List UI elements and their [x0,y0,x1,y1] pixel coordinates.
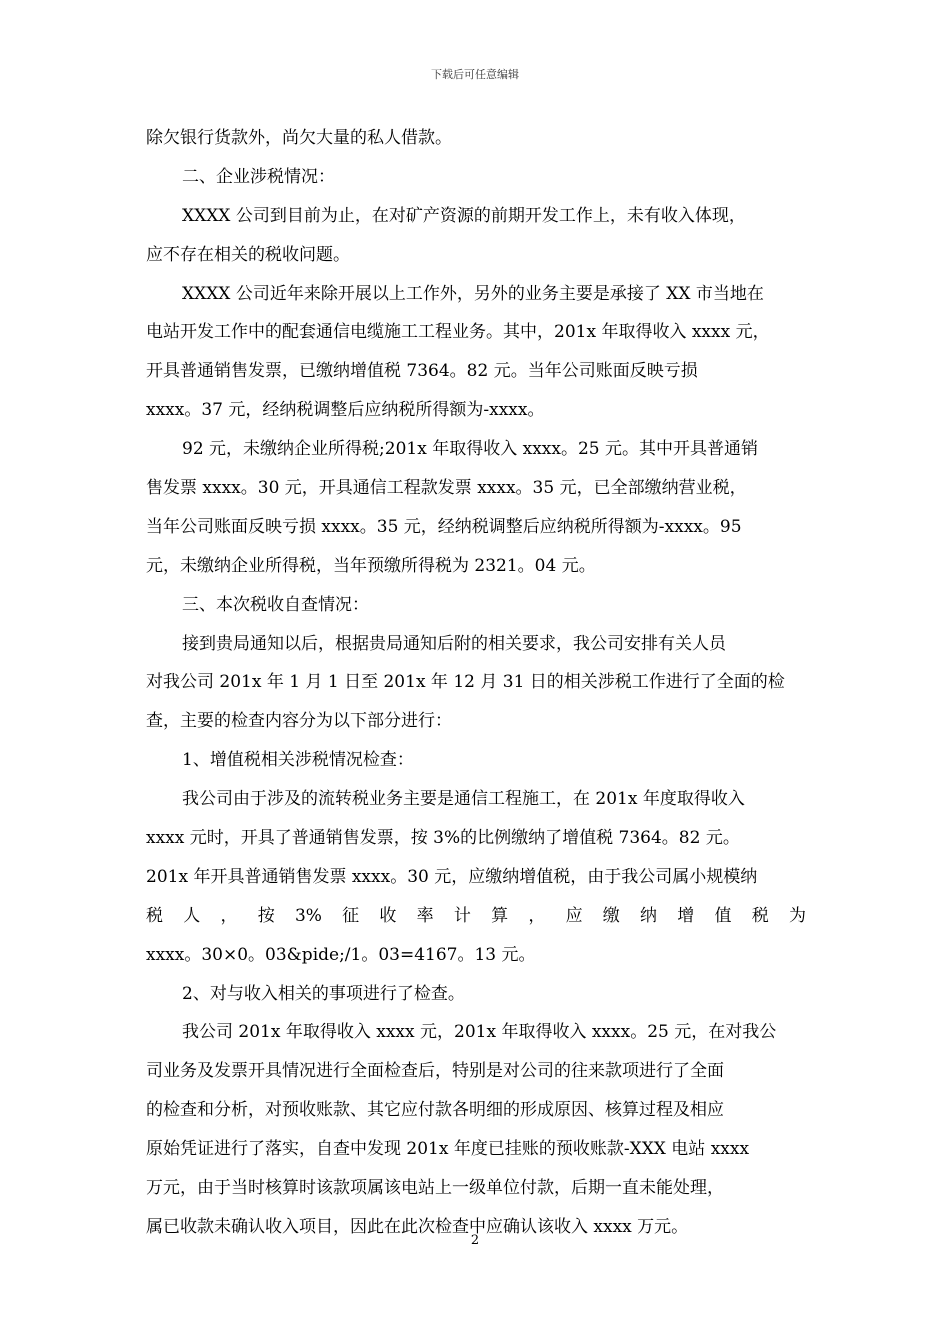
justified-token: 3% [294,905,322,926]
justified-token: 纳 [640,905,658,926]
justified-token: 收 [379,905,397,926]
justified-token: 税 [146,905,163,926]
subsection-heading: 1、增值税相关涉税情况检查： [182,750,414,771]
justified-token: 缴 [602,905,620,926]
text-line: 售发票 xxxx。30 元，开具通信工程款发票 xxxx。35 元，已全部缴纳营业税， [146,478,747,499]
justified-token: 计 [453,905,471,926]
text-line: 我公司由于涉及的流转税业务主要是通信工程施工，在 201x 年度取得收入 [182,789,745,810]
text-line: 开具普通销售发票，已缴纳增值税 7364。82 元。当年公司账面反映亏损 [146,361,698,382]
text-line: 当年公司账面反映亏损 xxxx。35 元，经纳税调整后应纳税所得额为-xxxx。95 [146,516,742,537]
text-line: 司业务及发票开具情况进行全面检查后，特别是对公司的往来款项进行了全面 [146,1061,724,1082]
text-line: 我公司 201x 年取得收入 xxxx 元，201x 年取得收入 xxxx。25 元，在对我公 [182,1022,777,1043]
justified-token: 率 [416,905,434,926]
justified-token: ， [528,905,546,926]
page-number: 2 [470,1233,480,1248]
text-line: XXXX 公司近年来除开展以上工作外，另外的业务主要是承接了 XX 市当地在 [182,283,764,304]
justified-token: 增 [677,905,695,926]
justified-token: 按 [257,905,275,926]
justified-token: 算 [491,905,509,926]
justified-token: 为 [788,905,806,926]
section-heading: 二、企业涉税情况： [182,166,335,187]
body-text [146,119,806,1247]
text-line: 元，未缴纳企业所得税，当年预缴所得税为 2321。04 元。 [146,555,596,576]
text-line: 应不存在相关的税收问题。 [146,244,350,265]
text-line: 201x 年开具普通销售发票 xxxx。30 元，应缴纳增值税，由于我公司属小规模纳 [146,866,758,887]
text-line: 查，主要的检查内容分为以下部分进行： [146,711,452,732]
justified-token: 人 [183,905,201,926]
header-note: 下载后可任意编辑 [431,68,519,81]
text-line: xxxx 元时，开具了普通销售发票，按 3%的比例缴纳了增值税 7364。82 元。 [146,828,740,849]
text-line: 除欠银行货款外，尚欠大量的私人借款。 [146,128,452,148]
justified-token: 值 [714,905,732,926]
justified-token: 应 [565,905,583,926]
text-line: 属已收款未确认收入项目，因此在此次检查中应确认该收入 xxxx 万元。 [146,1216,689,1237]
justified-text-line [146,897,806,936]
text-line: 电站开发工作中的配套通信电缆施工工程业务。其中，201x 年取得收入 xxxx 元， [146,322,770,343]
justified-token: 税 [751,905,769,926]
text-line: 原始凭证进行了落实，自查中发现 201x 年度已挂账的预收账款-XXX 电站 xxxx [146,1139,750,1160]
text-line: xxxx。30×0。03&pide;/1。03=4167。13 元。 [146,944,536,965]
text-line: 对我公司 201x 年 1 月 1 日至 201x 年 12 月 31 日的相关涉税工作进行了全面的检 [146,672,785,693]
justified-token: 征 [342,905,360,926]
text-line: 的检查和分析，对预收账款、其它应付款各明细的形成原因、核算过程及相应 [146,1100,724,1121]
section-heading: 三、本次税收自查情况： [182,594,369,615]
subsection-heading: 2、对与收入相关的事项进行了检查。 [182,983,465,1004]
justified-token: ， [220,905,238,926]
text-line: XXXX 公司到目前为止，在对矿产资源的前期开发工作上，未有收入体现， [182,205,746,226]
text-line: 万元，由于当时核算时该款项属该电站上一级单位付款，后期一直未能处理， [146,1178,724,1199]
text-line: 接到贵局通知以后，根据贵局通知后附的相关要求，我公司安排有关人员 [182,633,726,654]
text-line: xxxx。37 元，经纳税调整后应纳税所得额为-xxxx。 [146,400,545,421]
text-line: 92 元，未缴纳企业所得税;201x 年取得收入 xxxx。25 元。其中开具普通销 [182,439,758,460]
